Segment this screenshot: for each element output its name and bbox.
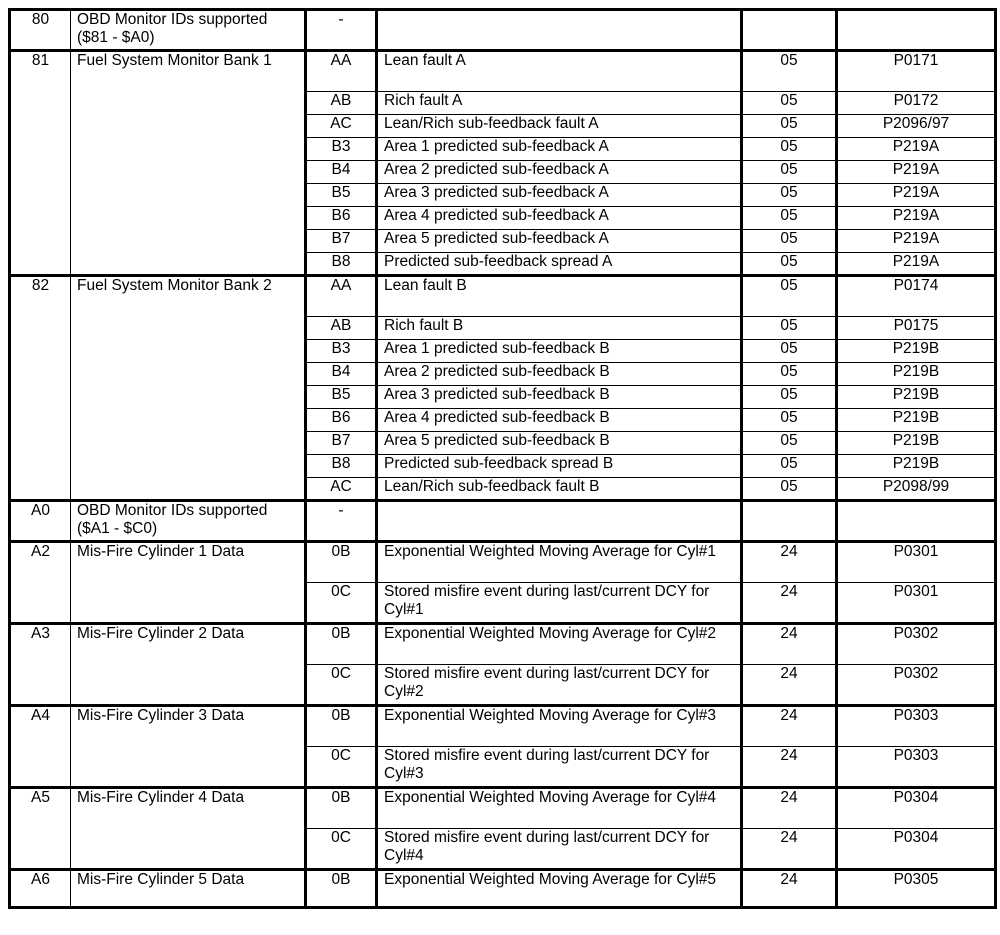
table-row	[10, 870, 996, 908]
monitor-name-cell: Mis-Fire Cylinder 4 Data	[71, 788, 306, 870]
test-id-cell: 0B	[306, 624, 377, 665]
limit-cell: 05	[742, 478, 837, 501]
description-cell: Exponential Weighted Moving Average for Cyl#2	[377, 624, 742, 665]
test-id-cell: 0B	[306, 706, 377, 747]
monitor-id-cell: 82	[10, 276, 71, 501]
description-cell: Lean/Rich sub-feedback fault B	[377, 478, 742, 501]
description-cell: Area 4 predicted sub-feedback B	[377, 409, 742, 432]
limit-cell: 24	[742, 706, 837, 747]
test-id-cell: -	[306, 10, 377, 51]
limit-cell: 05	[742, 317, 837, 340]
limit-cell: 24	[742, 870, 837, 908]
description-cell	[377, 501, 742, 542]
limit-cell: 05	[742, 230, 837, 253]
test-id-cell: 0C	[306, 583, 377, 624]
monitor-id-cell: A0	[10, 501, 71, 542]
table-row	[10, 276, 996, 317]
monitor-id-cell: 81	[10, 51, 71, 276]
limit-cell: 05	[742, 161, 837, 184]
dtc-cell: P0301	[837, 583, 996, 624]
limit-cell	[742, 501, 837, 542]
monitor-id-cell: A3	[10, 624, 71, 706]
description-cell: Stored misfire event during last/current DCY for Cyl#2	[377, 665, 742, 706]
dtc-cell: P219A	[837, 207, 996, 230]
dtc-cell: P0175	[837, 317, 996, 340]
monitor-name-cell: Fuel System Monitor Bank 2	[71, 276, 306, 501]
dtc-cell: P219B	[837, 363, 996, 386]
dtc-cell: P219A	[837, 253, 996, 276]
limit-cell: 24	[742, 829, 837, 870]
monitor-id-cell: 80	[10, 10, 71, 51]
limit-cell	[742, 10, 837, 51]
limit-cell: 24	[742, 624, 837, 665]
test-id-cell: B8	[306, 253, 377, 276]
obd-monitor-table	[8, 8, 997, 909]
dtc-cell: P219B	[837, 340, 996, 363]
description-cell: Stored misfire event during last/current DCY for Cyl#3	[377, 747, 742, 788]
test-id-cell: -	[306, 501, 377, 542]
description-cell	[377, 10, 742, 51]
test-id-cell: 0B	[306, 542, 377, 583]
test-id-cell: 0C	[306, 747, 377, 788]
description-cell: Exponential Weighted Moving Average for Cyl#1	[377, 542, 742, 583]
test-id-cell: B5	[306, 184, 377, 207]
dtc-cell: P0302	[837, 665, 996, 706]
test-id-cell: B3	[306, 340, 377, 363]
dtc-cell: P219A	[837, 138, 996, 161]
limit-cell: 05	[742, 386, 837, 409]
test-id-cell: 0C	[306, 829, 377, 870]
description-cell: Area 3 predicted sub-feedback A	[377, 184, 742, 207]
limit-cell: 05	[742, 184, 837, 207]
dtc-cell: P219A	[837, 230, 996, 253]
limit-cell: 05	[742, 432, 837, 455]
dtc-cell: P219B	[837, 455, 996, 478]
dtc-cell: P0305	[837, 870, 996, 908]
dtc-cell: P0301	[837, 542, 996, 583]
description-cell: Stored misfire event during last/current DCY for Cyl#1	[377, 583, 742, 624]
test-id-cell: AB	[306, 92, 377, 115]
monitor-name-cell: Mis-Fire Cylinder 1 Data	[71, 542, 306, 624]
limit-cell: 05	[742, 276, 837, 317]
dtc-cell	[837, 501, 996, 542]
limit-cell: 05	[742, 409, 837, 432]
test-id-cell: AB	[306, 317, 377, 340]
description-cell: Area 5 predicted sub-feedback A	[377, 230, 742, 253]
monitor-name-cell: OBD Monitor IDs supported ($81 - $A0)	[71, 10, 306, 51]
limit-cell: 05	[742, 51, 837, 92]
table-row	[10, 10, 996, 51]
description-cell: Area 2 predicted sub-feedback B	[377, 363, 742, 386]
monitor-id-cell: A5	[10, 788, 71, 870]
description-cell: Exponential Weighted Moving Average for Cyl#5	[377, 870, 742, 908]
dtc-cell: P0304	[837, 829, 996, 870]
description-cell: Rich fault A	[377, 92, 742, 115]
dtc-cell: P219A	[837, 161, 996, 184]
monitor-id-cell: A6	[10, 870, 71, 908]
monitor-id-cell: A4	[10, 706, 71, 788]
description-cell: Area 1 predicted sub-feedback B	[377, 340, 742, 363]
limit-cell: 05	[742, 138, 837, 161]
limit-cell: 24	[742, 665, 837, 706]
monitor-name-cell: OBD Monitor IDs supported ($A1 - $C0)	[71, 501, 306, 542]
limit-cell: 24	[742, 747, 837, 788]
table-row	[10, 788, 996, 829]
dtc-cell: P219A	[837, 184, 996, 207]
dtc-cell: P0171	[837, 51, 996, 92]
test-id-cell: AC	[306, 478, 377, 501]
test-id-cell: AC	[306, 115, 377, 138]
test-id-cell: B4	[306, 363, 377, 386]
test-id-cell: B7	[306, 432, 377, 455]
limit-cell: 05	[742, 253, 837, 276]
dtc-cell: P0303	[837, 706, 996, 747]
limit-cell: 05	[742, 455, 837, 478]
test-id-cell: 0B	[306, 870, 377, 908]
description-cell: Lean fault B	[377, 276, 742, 317]
description-cell: Lean/Rich sub-feedback fault A	[377, 115, 742, 138]
description-cell: Area 4 predicted sub-feedback A	[377, 207, 742, 230]
test-id-cell: 0B	[306, 788, 377, 829]
description-cell: Area 1 predicted sub-feedback A	[377, 138, 742, 161]
monitor-name-cell: Mis-Fire Cylinder 2 Data	[71, 624, 306, 706]
description-cell: Rich fault B	[377, 317, 742, 340]
limit-cell: 05	[742, 207, 837, 230]
test-id-cell: B8	[306, 455, 377, 478]
table-row	[10, 542, 996, 583]
dtc-cell: P219B	[837, 432, 996, 455]
dtc-cell: P0172	[837, 92, 996, 115]
description-cell: Exponential Weighted Moving Average for Cyl#3	[377, 706, 742, 747]
description-cell: Exponential Weighted Moving Average for Cyl#4	[377, 788, 742, 829]
dtc-cell: P219B	[837, 409, 996, 432]
dtc-cell: P2098/99	[837, 478, 996, 501]
test-id-cell: B3	[306, 138, 377, 161]
table-row	[10, 706, 996, 747]
description-cell: Area 5 predicted sub-feedback B	[377, 432, 742, 455]
dtc-cell: P219B	[837, 386, 996, 409]
test-id-cell: AA	[306, 276, 377, 317]
monitor-name-cell: Fuel System Monitor Bank 1	[71, 51, 306, 276]
test-id-cell: B7	[306, 230, 377, 253]
description-cell: Predicted sub-feedback spread A	[377, 253, 742, 276]
test-id-cell: B6	[306, 207, 377, 230]
monitor-id-cell: A2	[10, 542, 71, 624]
limit-cell: 24	[742, 583, 837, 624]
table-row	[10, 51, 996, 92]
limit-cell: 05	[742, 115, 837, 138]
table-row	[10, 501, 996, 542]
dtc-cell: P0303	[837, 747, 996, 788]
test-id-cell: B6	[306, 409, 377, 432]
dtc-cell: P0302	[837, 624, 996, 665]
limit-cell: 05	[742, 363, 837, 386]
limit-cell: 24	[742, 788, 837, 829]
monitor-name-cell: Mis-Fire Cylinder 5 Data	[71, 870, 306, 908]
description-cell: Area 3 predicted sub-feedback B	[377, 386, 742, 409]
test-id-cell: AA	[306, 51, 377, 92]
monitor-name-cell: Mis-Fire Cylinder 3 Data	[71, 706, 306, 788]
limit-cell: 05	[742, 340, 837, 363]
description-cell: Lean fault A	[377, 51, 742, 92]
obd-table-body	[10, 10, 996, 908]
limit-cell: 24	[742, 542, 837, 583]
description-cell: Stored misfire event during last/current DCY for Cyl#4	[377, 829, 742, 870]
table-row	[10, 624, 996, 665]
test-id-cell: B5	[306, 386, 377, 409]
dtc-cell	[837, 10, 996, 51]
limit-cell: 05	[742, 92, 837, 115]
description-cell: Predicted sub-feedback spread B	[377, 455, 742, 478]
dtc-cell: P0174	[837, 276, 996, 317]
test-id-cell: B4	[306, 161, 377, 184]
description-cell: Area 2 predicted sub-feedback A	[377, 161, 742, 184]
dtc-cell: P0304	[837, 788, 996, 829]
dtc-cell: P2096/97	[837, 115, 996, 138]
test-id-cell: 0C	[306, 665, 377, 706]
